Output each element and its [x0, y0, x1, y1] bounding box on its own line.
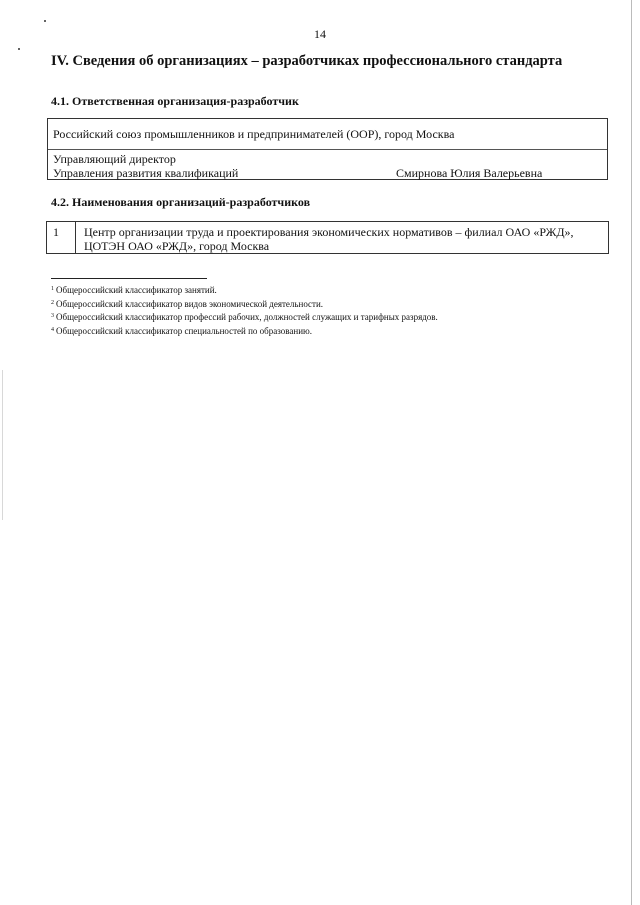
footnote-mark: 1 [51, 286, 54, 292]
responsible-org-name-row [48, 119, 607, 150]
scan-speck [18, 48, 20, 50]
footnotes [51, 283, 438, 337]
scan-speck [44, 20, 46, 22]
scan-edge-left [2, 370, 3, 520]
position-line-1: Управляющий директор [53, 152, 176, 166]
responsible-person-name: Смирнова Юлия Валерьевна [396, 166, 543, 180]
footnote-item [51, 324, 438, 338]
developers-table [46, 221, 609, 254]
footnote-item [51, 297, 438, 311]
table-row-number-cell [47, 222, 76, 253]
footnote-mark: 4 [51, 326, 54, 333]
footnote-item [51, 283, 438, 297]
scan-edge-right [631, 0, 632, 905]
footnote-text: Общероссийский классификатор специальностей по образованию. [56, 325, 312, 336]
row-number: 1 [53, 225, 59, 239]
footnote-mark: 3 [51, 313, 54, 319]
page-number: 14 [314, 27, 326, 41]
responsible-person-position [53, 152, 238, 180]
responsible-org-name: Российский союз промышленников и предпринимателей (ООР), город Москва [53, 127, 455, 141]
responsible-org-box [47, 118, 608, 180]
position-line-2: Управления развития квалификаций [53, 166, 239, 180]
footnote-text: Общероссийский классификатор видов экономической деятельности. [56, 298, 324, 309]
section-title: IV. Сведения об организациях – разработчиках профессионального стандарта [51, 53, 563, 69]
developer-org-name: Центр организации труда и проектирования экономических нормативов – филиал ОАО «РЖД», ЦОТЭН ОАО «РЖД», город Москва [84, 225, 574, 253]
footnote-mark: 2 [51, 299, 54, 306]
footnote-item [51, 310, 438, 324]
responsible-org-heading: 4.1. Ответственная организация-разработчик [51, 94, 299, 108]
footnote-text: Общероссийский классификатор занятий. [56, 285, 217, 295]
footnote-text: Общероссийский классификатор профессий рабочих, должностей служащих и тарифных разрядов. [56, 312, 438, 322]
developers-heading: 4.2. Наименования организаций-разработчиков [51, 195, 311, 209]
footnote-separator [51, 278, 207, 279]
